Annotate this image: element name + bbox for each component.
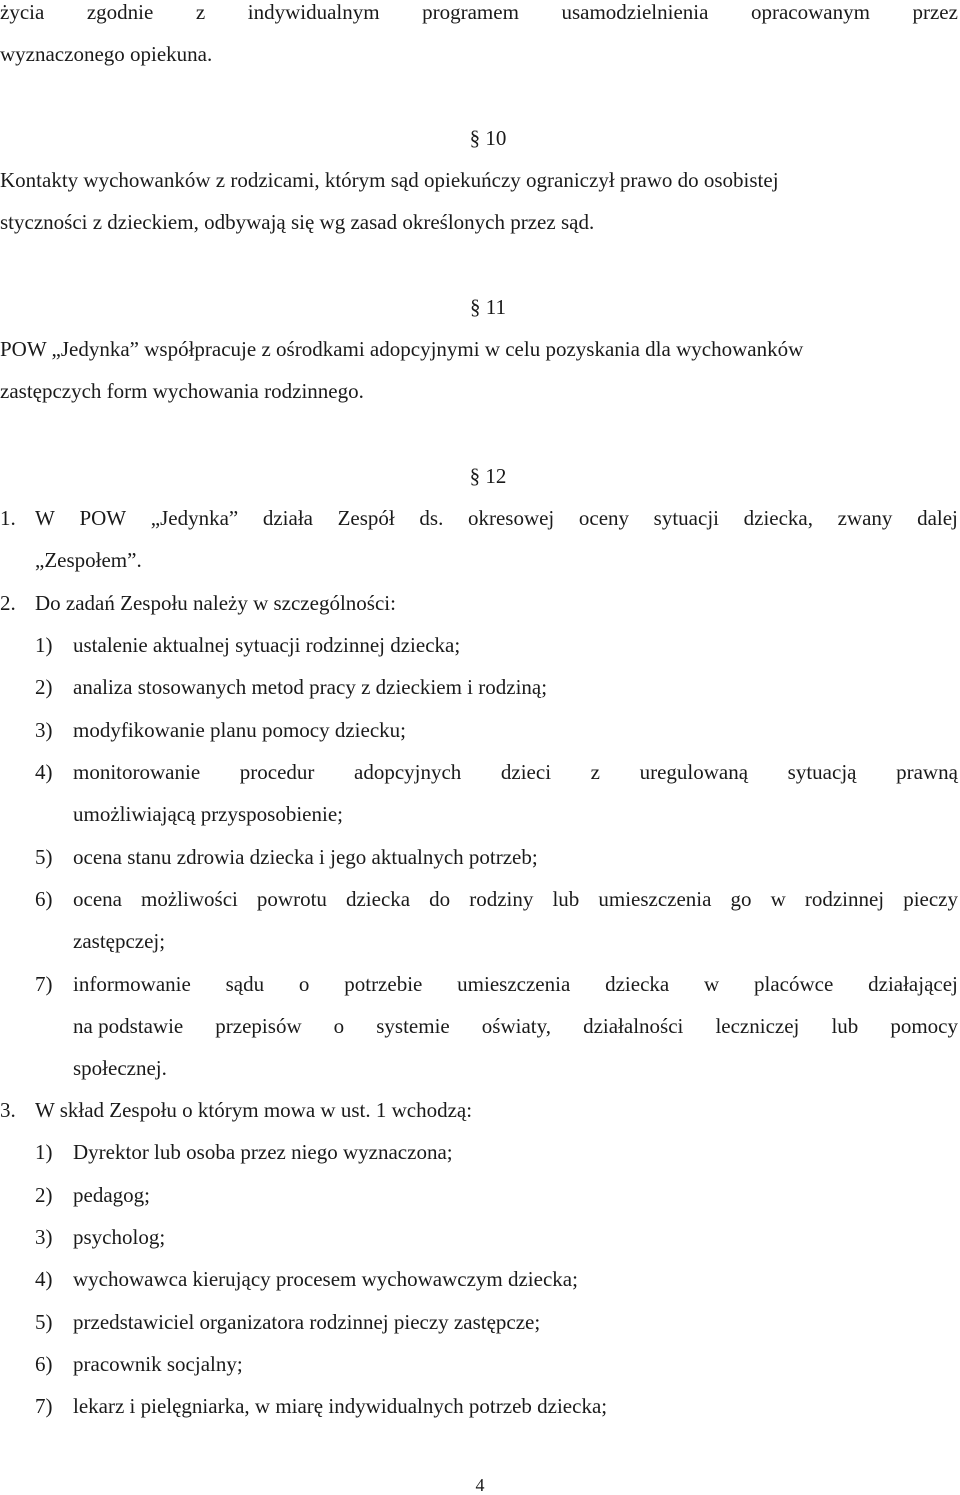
word: do [429,887,451,911]
word: rodziny [469,887,534,911]
word: możliwości [141,887,238,911]
list-item-text: pedagog; [73,1183,150,1207]
list-item-number: 7) [35,972,53,996]
list-item-number: 3) [35,718,53,742]
list-item-text: ustalenie aktualnej sytuacji rodzinnej dziecka; [73,633,461,657]
list-item-line-1 [73,974,958,995]
paragraph-2-number: 2. [0,591,16,615]
list-item-continuation: umożliwiającą przysposobienie; [73,802,343,826]
list-item-text: analiza stosowanych metod pracy z dzieckiem i rodziną; [73,675,548,699]
word: sądu [225,972,265,996]
word: dziecka [345,887,411,911]
word: okresowej [467,506,555,530]
paragraph-1-line-2: „Zespołem”. [35,548,142,572]
word: usamodzielnienia [561,0,709,24]
word: oświaty, [481,1014,552,1038]
list-item-number: 3) [35,1225,53,1249]
paragraph-1-line-1 [35,508,958,529]
word: działalności [583,1014,684,1038]
list-item-continuation: społecznej. [73,1056,167,1080]
list-item-text: wychowawca kierujący procesem wychowawczym dziecka; [73,1267,578,1291]
intro-line-1 [0,2,958,23]
word: lub [552,887,580,911]
word: zwany [837,506,893,530]
word: opracowanym [750,0,870,24]
word: sytuacją [787,760,857,784]
word: dziecka, [743,506,813,530]
section-10-heading: § 10 [469,126,507,150]
section-10-line-1: Kontakty wychowanków z rodzicami, którym sąd opiekuńczy ograniczył prawo do osobistej [0,168,779,192]
section-11-heading: § 11 [470,295,506,319]
word: adopcyjnych [354,760,462,784]
word: pomocy [890,1014,958,1038]
word: Zespół [337,506,395,530]
word: umieszczenia [457,972,571,996]
word: zgodnie [86,0,154,24]
word: na podstawie [73,1014,184,1038]
section-10-line-2: styczności z dzieckiem, odbywają się wg zasad określonych przez sąd. [0,210,595,234]
word: przez [912,0,958,24]
list-item-number: 2) [35,1183,53,1207]
list-item-number: 2) [35,675,53,699]
section-12-heading: § 12 [469,464,507,488]
list-item-text: ocena stanu zdrowia dziecka i jego aktualnych potrzeb; [73,845,538,869]
list-item-number: 7) [35,1394,53,1418]
word: uregulowaną [639,760,749,784]
list-item-number: 5) [35,1310,53,1334]
word: W [35,506,55,530]
list-item-number: 6) [35,887,53,911]
word: potrzebie [344,972,423,996]
paragraph-2-text: Do zadań Zespołu należy w szczególności: [35,591,396,615]
word: działającej [868,972,958,996]
word: pieczy [903,887,958,911]
word: z [590,760,600,784]
word: działa [262,506,313,530]
list-item-text: psycholog; [73,1225,166,1249]
word: powrotu [256,887,327,911]
paragraph-1-number: 1. [0,506,16,530]
list-item-text: lekarz i pielęgniarka, w miarę indywidualnych potrzeb dziecka; [73,1394,608,1418]
list-item-text: modyfikowanie planu pomocy dziecku; [73,718,406,742]
word: lub [831,1014,859,1038]
list-item-number: 4) [35,760,53,784]
list-item-line-2 [73,1016,958,1037]
word: w [704,972,720,996]
word: oceny [578,506,630,530]
word: placówce [754,972,834,996]
word: rodzinnej [804,887,885,911]
word: systemie [376,1014,450,1038]
word: o [298,972,310,996]
word: ocena [73,887,122,911]
word: dziecka [605,972,670,996]
list-item-text: Dyrektor lub osoba przez niego wyznaczona; [73,1140,453,1164]
list-item-text: pracownik socjalny; [73,1352,243,1376]
list-item-number: 4) [35,1267,53,1291]
word: dalej [917,506,958,530]
section-11-line-2: zastępczych form wychowania rodzinnego. [0,379,364,403]
word: „Jedynka” [150,506,239,530]
word: programem [422,0,519,24]
word: umieszczenia [598,887,712,911]
word: procedur [239,760,315,784]
word: go [730,887,752,911]
list-item-number: 5) [35,845,53,869]
list-item-text: przedstawiciel organizatora rodzinnej pieczy zastępcze; [73,1310,541,1334]
list-item-line-1 [73,889,958,910]
word: z [195,0,206,24]
list-item-number: 6) [35,1352,53,1376]
word: o [333,1014,345,1038]
paragraph-3-text: W skład Zespołu o którym mowa w ust. 1 wchodzą: [35,1098,473,1122]
section-11-line-1: POW „Jedynka” współpracuje z ośrodkami adopcyjnymi w celu pozyskania dla wychowanków [0,337,804,361]
word: leczniczej [715,1014,800,1038]
word: w [770,887,786,911]
word: informowanie [73,972,191,996]
paragraph-3-number: 3. [0,1098,16,1122]
list-item-number: 1) [35,633,53,657]
word: dzieci [500,760,552,784]
word: indywidualnym [247,0,380,24]
list-item-number: 1) [35,1140,53,1164]
word: ds. [419,506,444,530]
list-item-continuation: zastępczej; [73,929,166,953]
list-item-line-1 [73,762,958,783]
word: prawną [896,760,958,784]
word: sytuacji [653,506,719,530]
word: życia [0,0,45,24]
intro-line-2: wyznaczonego opiekuna. [0,42,213,66]
page-number: 4 [475,1475,485,1495]
word: monitorowanie [73,760,201,784]
word: POW [79,506,127,530]
word: przepisów [215,1014,302,1038]
